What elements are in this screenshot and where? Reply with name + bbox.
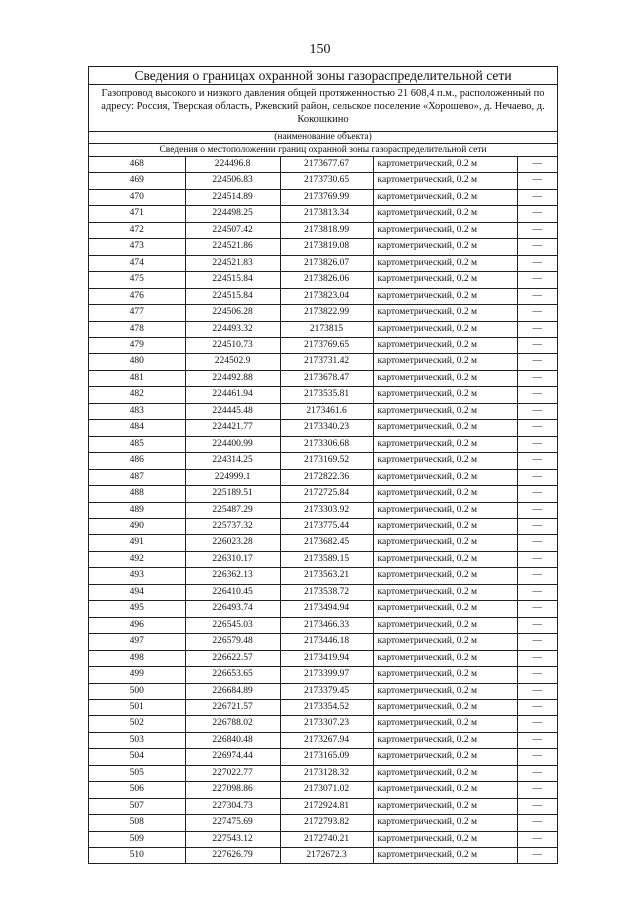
x-coordinate-cell: 227304.73 [185, 798, 280, 814]
table-row [89, 436, 557, 452]
y-coordinate-cell: 2173306.68 [280, 436, 373, 452]
note-cell: — [517, 699, 557, 715]
x-coordinate-cell: 226684.89 [185, 683, 280, 699]
note-cell: — [517, 288, 557, 304]
point-number-cell: 483 [89, 403, 185, 419]
note-cell: — [517, 667, 557, 683]
y-coordinate-cell: 2172924.81 [280, 798, 373, 814]
method-accuracy-cell: картометрический, 0.2 м [373, 815, 517, 831]
table-row [89, 370, 557, 386]
x-coordinate-cell: 226362.13 [185, 568, 280, 584]
point-number-cell: 475 [89, 272, 185, 288]
y-coordinate-cell: 2173267.94 [280, 732, 373, 748]
point-number-cell: 492 [89, 551, 185, 567]
note-cell: — [517, 568, 557, 584]
point-number-cell: 489 [89, 502, 185, 518]
y-coordinate-cell: 2173563.21 [280, 568, 373, 584]
note-cell: — [517, 486, 557, 502]
method-accuracy-cell: картометрический, 0.2 м [373, 650, 517, 666]
table-row [89, 551, 557, 567]
note-cell: — [517, 222, 557, 238]
point-number-cell: 481 [89, 370, 185, 386]
method-accuracy-cell: картометрический, 0.2 м [373, 699, 517, 715]
table-row [89, 518, 557, 534]
method-accuracy-cell: картометрический, 0.2 м [373, 239, 517, 255]
note-cell: — [517, 173, 557, 189]
point-number-cell: 497 [89, 634, 185, 650]
y-coordinate-cell: 2173730.65 [280, 173, 373, 189]
note-cell: — [517, 157, 557, 173]
x-coordinate-cell: 225737.32 [185, 518, 280, 534]
method-accuracy-cell: картометрический, 0.2 м [373, 436, 517, 452]
point-number-cell: 494 [89, 584, 185, 600]
table-row [89, 189, 557, 205]
y-coordinate-cell: 2173731.42 [280, 354, 373, 370]
table-row [89, 272, 557, 288]
y-coordinate-cell: 2173677.67 [280, 157, 373, 173]
point-number-cell: 479 [89, 337, 185, 353]
boundary-document [88, 66, 558, 864]
note-cell: — [517, 518, 557, 534]
x-coordinate-cell: 227626.79 [185, 848, 280, 864]
y-coordinate-cell: 2173494.94 [280, 601, 373, 617]
method-accuracy-cell: картометрический, 0.2 м [373, 732, 517, 748]
point-number-cell: 478 [89, 321, 185, 337]
note-cell: — [517, 650, 557, 666]
point-number-cell: 480 [89, 354, 185, 370]
point-number-cell: 477 [89, 305, 185, 321]
x-coordinate-cell: 224521.86 [185, 239, 280, 255]
y-coordinate-cell: 2173169.52 [280, 453, 373, 469]
y-coordinate-cell: 2172725.84 [280, 486, 373, 502]
point-number-cell: 505 [89, 765, 185, 781]
x-coordinate-cell: 226721.57 [185, 699, 280, 715]
method-accuracy-cell: картометрический, 0.2 м [373, 584, 517, 600]
table-row [89, 321, 557, 337]
note-cell: — [517, 255, 557, 271]
point-number-cell: 488 [89, 486, 185, 502]
point-number-cell: 471 [89, 206, 185, 222]
note-cell: — [517, 436, 557, 452]
note-cell: — [517, 815, 557, 831]
point-number-cell: 495 [89, 601, 185, 617]
x-coordinate-cell: 224498.25 [185, 206, 280, 222]
y-coordinate-cell: 2173446.18 [280, 634, 373, 650]
point-number-cell: 498 [89, 650, 185, 666]
y-coordinate-cell: 2173822.99 [280, 305, 373, 321]
note-cell: — [517, 782, 557, 798]
point-number-cell: 484 [89, 420, 185, 436]
table-row [89, 469, 557, 485]
table-row [89, 798, 557, 814]
method-accuracy-cell: картометрический, 0.2 м [373, 206, 517, 222]
x-coordinate-cell: 224506.28 [185, 305, 280, 321]
note-cell: — [517, 502, 557, 518]
y-coordinate-cell: 2173340.23 [280, 420, 373, 436]
method-accuracy-cell: картометрический, 0.2 м [373, 255, 517, 271]
x-coordinate-cell: 226023.28 [185, 535, 280, 551]
point-number-cell: 474 [89, 255, 185, 271]
y-coordinate-cell: 2173769.65 [280, 337, 373, 353]
table-row [89, 206, 557, 222]
note-cell: — [517, 535, 557, 551]
table-row [89, 683, 557, 699]
table-row [89, 305, 557, 321]
point-number-cell: 486 [89, 453, 185, 469]
note-cell: — [517, 584, 557, 600]
y-coordinate-cell: 2173354.52 [280, 699, 373, 715]
x-coordinate-cell: 226310.17 [185, 551, 280, 567]
y-coordinate-cell: 2172822.36 [280, 469, 373, 485]
method-accuracy-cell: картометрический, 0.2 м [373, 453, 517, 469]
x-coordinate-cell: 224510.73 [185, 337, 280, 353]
method-accuracy-cell: картометрический, 0.2 м [373, 337, 517, 353]
note-cell: — [517, 765, 557, 781]
note-cell: — [517, 337, 557, 353]
table-row [89, 354, 557, 370]
x-coordinate-cell: 227098.86 [185, 782, 280, 798]
y-coordinate-cell: 2173419.94 [280, 650, 373, 666]
x-coordinate-cell: 226622.57 [185, 650, 280, 666]
x-coordinate-cell: 227022.77 [185, 765, 280, 781]
note-cell: — [517, 453, 557, 469]
method-accuracy-cell: картометрический, 0.2 м [373, 551, 517, 567]
point-number-cell: 504 [89, 749, 185, 765]
x-coordinate-cell: 226493.74 [185, 601, 280, 617]
x-coordinate-cell: 224515.84 [185, 272, 280, 288]
table-row [89, 815, 557, 831]
table-row [89, 502, 557, 518]
method-accuracy-cell: картометрический, 0.2 м [373, 502, 517, 518]
note-cell: — [517, 403, 557, 419]
y-coordinate-cell: 2173303.92 [280, 502, 373, 518]
y-coordinate-cell: 2173466.33 [280, 617, 373, 633]
table-row [89, 568, 557, 584]
table-row [89, 650, 557, 666]
method-accuracy-cell: картометрический, 0.2 м [373, 535, 517, 551]
y-coordinate-cell: 2173769.99 [280, 189, 373, 205]
y-coordinate-cell: 2173775.44 [280, 518, 373, 534]
x-coordinate-cell: 224507.42 [185, 222, 280, 238]
x-coordinate-cell: 224999.1 [185, 469, 280, 485]
coordinates-table-body [89, 157, 557, 863]
method-accuracy-cell: картометрический, 0.2 м [373, 568, 517, 584]
method-accuracy-cell: картометрический, 0.2 м [373, 782, 517, 798]
point-number-cell: 499 [89, 667, 185, 683]
note-cell: — [517, 420, 557, 436]
y-coordinate-cell: 2173819.08 [280, 239, 373, 255]
point-number-cell: 496 [89, 617, 185, 633]
x-coordinate-cell: 224521.83 [185, 255, 280, 271]
table-row [89, 584, 557, 600]
table-row [89, 765, 557, 781]
method-accuracy-cell: картометрический, 0.2 м [373, 157, 517, 173]
table-row [89, 387, 557, 403]
note-cell: — [517, 272, 557, 288]
method-accuracy-cell: картометрический, 0.2 м [373, 634, 517, 650]
method-accuracy-cell: картометрический, 0.2 м [373, 798, 517, 814]
point-number-cell: 508 [89, 815, 185, 831]
table-row [89, 453, 557, 469]
x-coordinate-cell: 224400.99 [185, 436, 280, 452]
object-name-caption: (наименование объекта) [89, 132, 557, 144]
table-row [89, 782, 557, 798]
note-cell: — [517, 206, 557, 222]
note-cell: — [517, 387, 557, 403]
table-row [89, 699, 557, 715]
note-cell: — [517, 189, 557, 205]
note-cell: — [517, 617, 557, 633]
table-row [89, 634, 557, 650]
table-row [89, 337, 557, 353]
point-number-cell: 493 [89, 568, 185, 584]
y-coordinate-cell: 2173307.23 [280, 716, 373, 732]
document-title: Сведения о границах охранной зоны газораспределительной сети [89, 67, 557, 85]
point-number-cell: 509 [89, 831, 185, 847]
y-coordinate-cell: 2173815 [280, 321, 373, 337]
table-row [89, 486, 557, 502]
x-coordinate-cell: 226579.48 [185, 634, 280, 650]
y-coordinate-cell: 2173589.15 [280, 551, 373, 567]
note-cell: — [517, 683, 557, 699]
x-coordinate-cell: 226974.44 [185, 749, 280, 765]
table-row [89, 732, 557, 748]
y-coordinate-cell: 2173678.47 [280, 370, 373, 386]
point-number-cell: 468 [89, 157, 185, 173]
method-accuracy-cell: картометрический, 0.2 м [373, 716, 517, 732]
note-cell: — [517, 749, 557, 765]
x-coordinate-cell: 226788.02 [185, 716, 280, 732]
method-accuracy-cell: картометрический, 0.2 м [373, 601, 517, 617]
x-coordinate-cell: 224493.32 [185, 321, 280, 337]
table-row [89, 420, 557, 436]
x-coordinate-cell: 224496.8 [185, 157, 280, 173]
table-row [89, 716, 557, 732]
method-accuracy-cell: картометрический, 0.2 м [373, 354, 517, 370]
point-number-cell: 510 [89, 848, 185, 864]
x-coordinate-cell: 224314.25 [185, 453, 280, 469]
x-coordinate-cell: 226653.65 [185, 667, 280, 683]
y-coordinate-cell: 2173818.99 [280, 222, 373, 238]
method-accuracy-cell: картометрический, 0.2 м [373, 420, 517, 436]
x-coordinate-cell: 227475.69 [185, 815, 280, 831]
x-coordinate-cell: 224502.9 [185, 354, 280, 370]
table-row [89, 535, 557, 551]
method-accuracy-cell: картометрический, 0.2 м [373, 518, 517, 534]
method-accuracy-cell: картометрический, 0.2 м [373, 469, 517, 485]
table-row [89, 157, 557, 173]
y-coordinate-cell: 2173535.81 [280, 387, 373, 403]
point-number-cell: 491 [89, 535, 185, 551]
x-coordinate-cell: 224445.48 [185, 403, 280, 419]
x-coordinate-cell: 224515.84 [185, 288, 280, 304]
method-accuracy-cell: картометрический, 0.2 м [373, 617, 517, 633]
x-coordinate-cell: 226410.45 [185, 584, 280, 600]
y-coordinate-cell: 2173682.45 [280, 535, 373, 551]
note-cell: — [532, 850, 542, 861]
method-accuracy-cell: картометрический, 0.2 м [373, 387, 517, 403]
note-cell: — [517, 831, 557, 847]
y-coordinate-cell: 2173826.06 [280, 272, 373, 288]
x-coordinate-cell: 227543.12 [185, 831, 280, 847]
y-coordinate-cell: 2173538.72 [280, 584, 373, 600]
method-accuracy-cell: картометрический, 0.2 м [373, 831, 517, 847]
note-cell: — [517, 716, 557, 732]
method-accuracy-cell: картометрический, 0.2 м [373, 667, 517, 683]
x-coordinate-cell: 226840.48 [185, 732, 280, 748]
point-number-cell: 501 [89, 699, 185, 715]
point-number-cell: 476 [89, 288, 185, 304]
method-accuracy-cell: картометрический, 0.2 м [373, 848, 517, 864]
point-number-cell: 470 [89, 189, 185, 205]
method-accuracy-cell: картометрический, 0.2 м [373, 486, 517, 502]
point-number-cell: 500 [89, 683, 185, 699]
point-number-cell: 502 [89, 716, 185, 732]
section-header: Сведения о местоположении границ охранной зоны газораспределительной сети [89, 144, 557, 157]
note-cell: — [517, 601, 557, 617]
x-coordinate-cell: 225487.29 [185, 502, 280, 518]
note-cell: — [517, 469, 557, 485]
method-accuracy-cell: картометрический, 0.2 м [373, 765, 517, 781]
method-accuracy-cell: картометрический, 0.2 м [373, 222, 517, 238]
x-coordinate-cell: 224506.83 [185, 173, 280, 189]
method-accuracy-cell: картометрический, 0.2 м [373, 288, 517, 304]
table-row [89, 403, 557, 419]
point-number-cell: 503 [89, 732, 185, 748]
y-coordinate-cell: 2173165.09 [280, 749, 373, 765]
method-accuracy-cell: картометрический, 0.2 м [373, 403, 517, 419]
point-number-cell: 490 [89, 518, 185, 534]
table-row [89, 667, 557, 683]
point-number-cell: 485 [89, 436, 185, 452]
note-cell: — [517, 239, 557, 255]
y-coordinate-cell: 2172672.3 [280, 848, 373, 864]
table-row [89, 173, 557, 189]
point-number-cell: 487 [89, 469, 185, 485]
note-cell: — [517, 732, 557, 748]
table-row [89, 831, 557, 847]
table-row [89, 601, 557, 617]
note-cell: — [517, 370, 557, 386]
y-coordinate-cell: 2172793.82 [280, 815, 373, 831]
point-number-cell: 469 [89, 173, 185, 189]
y-coordinate-cell: 2173399.97 [280, 667, 373, 683]
y-coordinate-cell: 2173379.45 [280, 683, 373, 699]
y-coordinate-cell: 2173813.34 [280, 206, 373, 222]
point-number-cell: 473 [89, 239, 185, 255]
y-coordinate-cell: 2173826.07 [280, 255, 373, 271]
x-coordinate-cell: 224421.77 [185, 420, 280, 436]
note-cell: — [517, 305, 557, 321]
y-coordinate-cell: 2172740.21 [280, 831, 373, 847]
table-row [89, 617, 557, 633]
note-cell: — [517, 354, 557, 370]
table-row [89, 288, 557, 304]
table-row [89, 239, 557, 255]
y-coordinate-cell: 2173071.02 [280, 782, 373, 798]
y-coordinate-cell: 2173461.6 [280, 403, 373, 419]
point-number-cell: 506 [89, 782, 185, 798]
coordinates-table [89, 157, 557, 863]
y-coordinate-cell: 2173823.04 [280, 288, 373, 304]
note-cell: — [517, 551, 557, 567]
method-accuracy-cell: картометрический, 0.2 м [373, 683, 517, 699]
table-row [89, 255, 557, 271]
x-coordinate-cell: 225189.51 [185, 486, 280, 502]
note-cell: — [517, 634, 557, 650]
point-number-cell: 472 [89, 222, 185, 238]
table-row [89, 222, 557, 238]
object-description: Газопровод высокого и низкого давления общей протяженностью 21 608,4 п.м., расположенный по адресу: Россия, Тверская область, Ржевский район, сельское поселение «Хорошево», д. Нечаево, д. Кокошкино [89, 85, 557, 132]
note-cell: — [517, 321, 557, 337]
x-coordinate-cell: 224461.94 [185, 387, 280, 403]
method-accuracy-cell: картометрический, 0.2 м [373, 173, 517, 189]
x-coordinate-cell: 226545.03 [185, 617, 280, 633]
method-accuracy-cell: картометрический, 0.2 м [373, 370, 517, 386]
x-coordinate-cell: 224492.88 [185, 370, 280, 386]
method-accuracy-cell: картометрический, 0.2 м [373, 189, 517, 205]
table-row [89, 848, 557, 864]
method-accuracy-cell: картометрический, 0.2 м [373, 305, 517, 321]
method-accuracy-cell: картометрический, 0.2 м [373, 749, 517, 765]
x-coordinate-cell: 224514.89 [185, 189, 280, 205]
note-cell: — [517, 798, 557, 814]
point-number-cell: 507 [89, 798, 185, 814]
table-row [89, 749, 557, 765]
method-accuracy-cell: картометрический, 0.2 м [373, 321, 517, 337]
point-number-cell: 482 [89, 387, 185, 403]
method-accuracy-cell: картометрический, 0.2 м [373, 272, 517, 288]
y-coordinate-cell: 2173128.32 [280, 765, 373, 781]
page-number: 150 [309, 42, 331, 57]
